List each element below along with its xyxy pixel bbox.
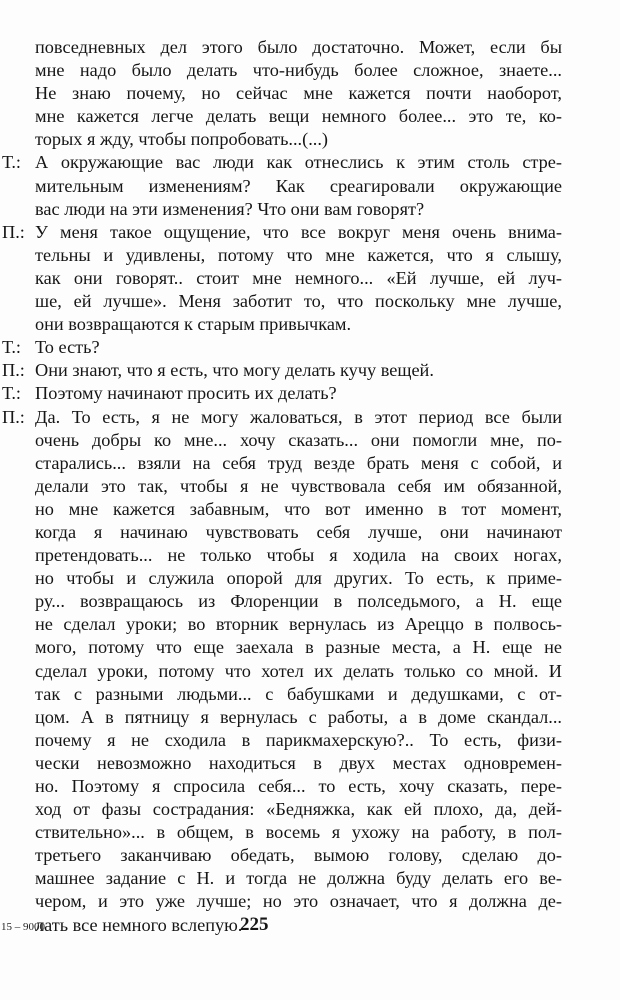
- text-line: лать все немного вслепую.: [35, 914, 243, 935]
- speaker-label: П.:: [2, 221, 25, 242]
- text-line: Они знают, что я есть, что могу делать кучу вещей.: [35, 360, 434, 381]
- paragraph: [2, 382, 562, 405]
- text-line: мне кажется легче делать вещи немного более... это те, ко-: [35, 106, 562, 127]
- printer-signature: 15 – 9000: [1, 921, 45, 933]
- paragraph: [2, 36, 562, 151]
- paragraph: [2, 406, 562, 937]
- text-line: тельны и удивлены, потому что мне кажется, что я слышу,: [35, 244, 562, 265]
- text-line: не сделал уроки; во вторник вернулась из Ареццо в полвось-: [35, 614, 562, 635]
- text-line: А окружающие вас люди как отнеслись к этим столь стре-: [35, 152, 562, 173]
- text-line: когда я начинаю чувствовать себя лучше, они начинают: [35, 521, 562, 542]
- text-line: но. Поэтому я спросила себя... то есть, хочу сказать, пере-: [35, 776, 562, 796]
- speaker-label: П.:: [2, 406, 25, 427]
- text-line: как они говорят.. стоит мне немного... «Ей лучше, ей луч-: [35, 267, 562, 288]
- text-line: ход от фазы сострадания: «Бедняжка, как ей плохо, да, дей-: [35, 799, 562, 820]
- text-line: У меня такое ощущение, что все вокруг меня очень внима-: [35, 221, 562, 242]
- text-line: чером, и это уже лучше; но это означает, что я должна де-: [35, 891, 562, 912]
- text-line: То есть?: [35, 337, 100, 358]
- text-line: чески невозможно находиться в двух местах одновремен-: [35, 752, 562, 773]
- text-line: ру... возвращаюсь из Флоренции в полседьмого, а Н. еще: [35, 591, 562, 612]
- text-line: старались... взяли на себя труд везде брать меня с собой, и: [35, 452, 562, 473]
- text-line: ствительно»... в общем, в восемь я ухожу на работу, в пол-: [35, 822, 562, 843]
- text-line: торых я жду, чтобы попробовать...(...): [35, 129, 329, 150]
- text-line: Не знаю почему, но сейчас мне кажется почти наоборот,: [35, 83, 562, 104]
- text-line: Поэтому начинают просить их делать?: [35, 383, 337, 404]
- text-line: цом. А в пятницу я вернулась с работы, а в доме скандал...: [35, 706, 562, 727]
- speaker-label: Т.:: [2, 337, 21, 358]
- paragraph: [2, 151, 562, 220]
- paragraph: [2, 221, 562, 336]
- text-line: повседневных дел этого было достаточно. Может, если бы: [35, 37, 562, 57]
- text-line: так с разными людьми... с бабушками и дедушками, с от-: [35, 683, 562, 704]
- text-line: сделал уроки, потому что хотел их делать только со мной. И: [35, 660, 562, 681]
- paragraph: [2, 359, 562, 382]
- speaker-label: Т.:: [2, 152, 21, 173]
- text-line: вас люди на эти изменения? Что они вам говорят?: [35, 198, 425, 219]
- speaker-label: Т.:: [2, 383, 21, 404]
- paragraph: [2, 336, 562, 359]
- text-line: но чтобы и служила опорой для других. То есть, к приме-: [35, 568, 562, 589]
- text-line: ше, ей лучше». Меня заботит то, что поскольку мне лучше,: [35, 291, 562, 312]
- text-line: мого, потому что еще заехала в разные места, а Н. еще не: [35, 637, 562, 658]
- page-number: 225: [240, 914, 269, 935]
- text-line: делали это так, чтобы я не чувствовала себя им обязанной,: [35, 475, 562, 496]
- dialogue-text: [2, 36, 562, 937]
- text-line: претендовать... не только чтобы я ходила на своих ногах,: [35, 545, 562, 566]
- text-line: третьего заканчиваю обедать, вымою голову, сделаю до-: [35, 845, 562, 866]
- text-line: Да. То есть, я не могу жаловаться, в этот период все были: [35, 406, 562, 427]
- text-line: но мне кажется забавным, что вот именно в тот момент,: [35, 498, 562, 519]
- text-line: мительным изменениям? Как среагировали окружающие: [35, 175, 562, 196]
- speaker-label: П.:: [2, 360, 25, 381]
- text-line: машнее задание с Н. и тогда не должна буду делать его ве-: [35, 868, 562, 889]
- text-line: почему я не сходила в парикмахерскую?.. То есть, физи-: [35, 729, 562, 750]
- text-line: они возвращаются к старым привычкам.: [35, 314, 352, 335]
- text-line: очень добры ко мне... хочу сказать... они помогли мне, по-: [35, 429, 562, 450]
- text-line: мне надо было делать что-нибудь более сложное, знаете...: [35, 60, 562, 81]
